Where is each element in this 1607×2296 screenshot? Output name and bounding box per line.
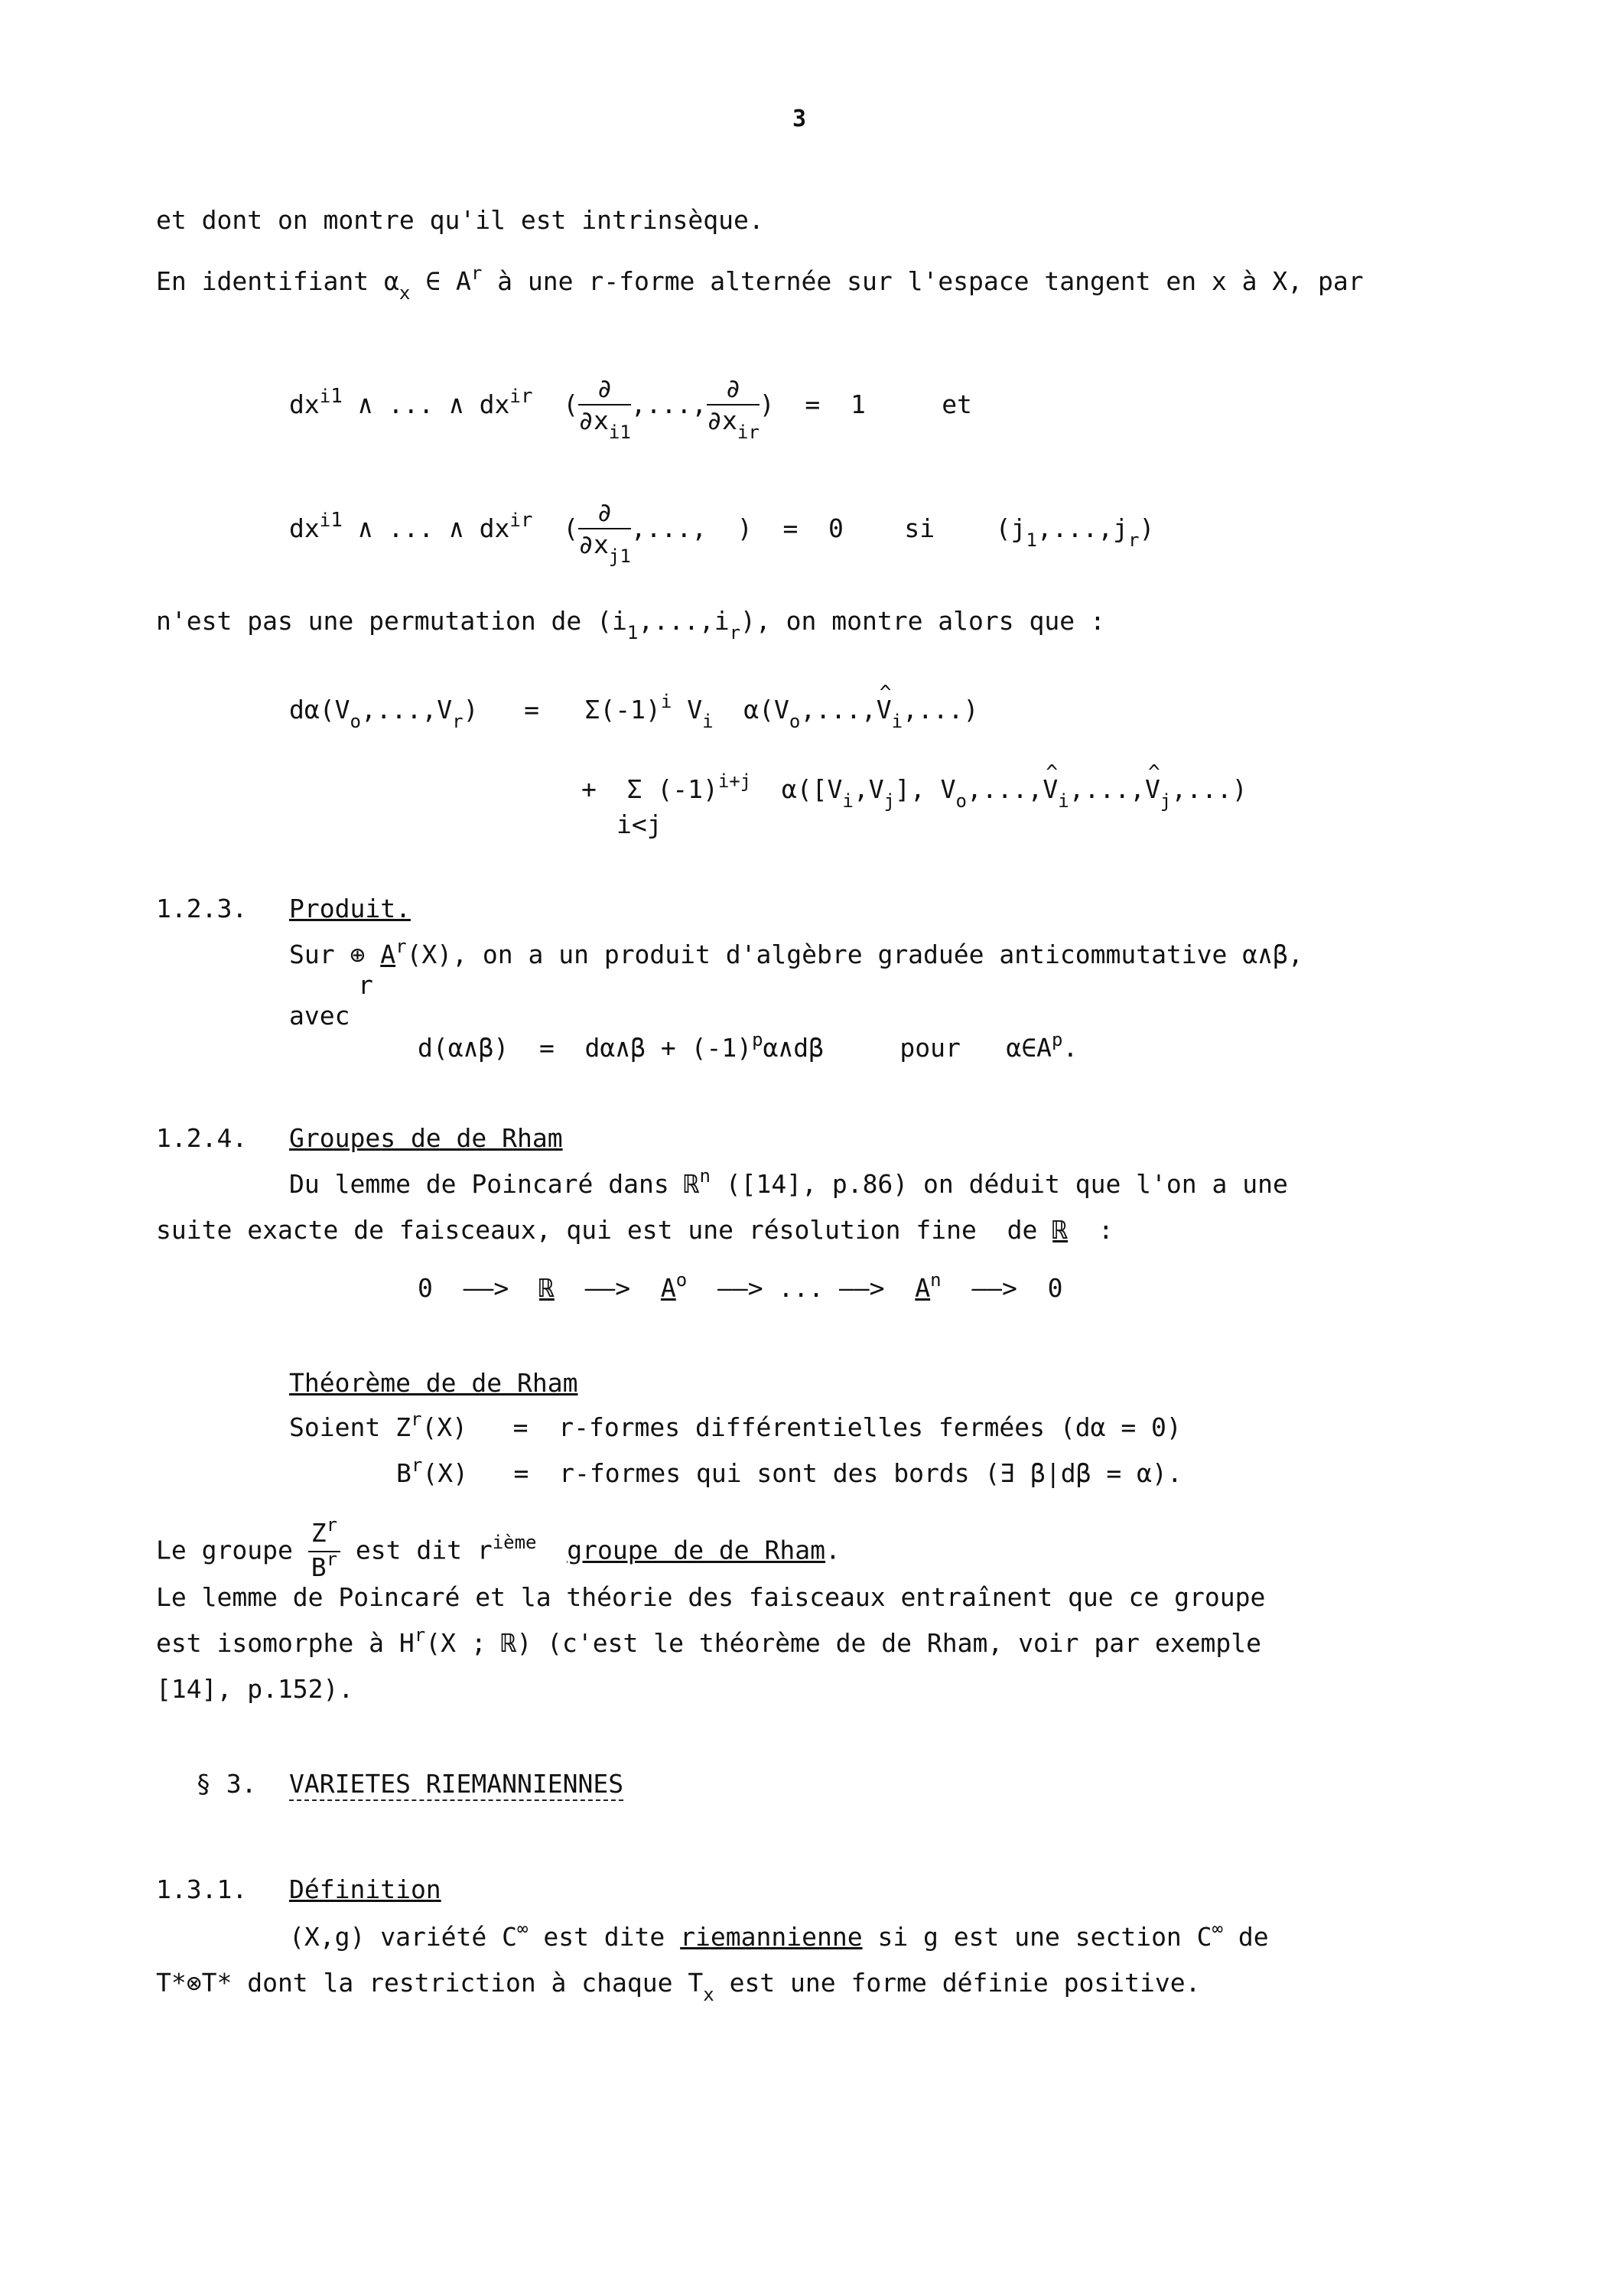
product-line-2: avec [289, 1001, 350, 1031]
groupe-line: Le groupe $\frac{Z^r}{B^r}$ est dit $r^{ième}$ groupe de de Rham. [156, 1514, 841, 1582]
exterior-derivative-formula-1: $d\alpha(V_o,...,V_r) = \Sigma(-1)^i$ $V_i$ $\alpha(V_o,...,\^{}$ $V_i$,...) [289, 695, 978, 728]
derham-line-1: Du lemme de Poincaré dans ℝ$^n$ ([14], p.86) on déduit que l'on a une [289, 1165, 1288, 1199]
derham-line-5: [14], p.152). [156, 1674, 354, 1704]
chapter-3-title: VARIETES RIEMANNIENNES [289, 1769, 623, 1801]
page-number: 3 [792, 106, 807, 132]
definition-line-1: (X,g) variété C∞ est dite riemannienne si g est une section C∞ de [289, 1918, 1269, 1952]
intro-line-1: et dont on montre qu'il est intrinsèque. [156, 205, 764, 235]
exact-sequence: 0 ——> ℝ ——> $A^o$ ——> ... ——> $A^n$ ——> 0 [418, 1269, 1063, 1303]
formula-wedge-one: $dx^{i1}$ ∧ ... ∧ $dx^{ir}$ ( $\frac{\partial}{\partial x_{i1}}$ ,..., $\frac{\partial}{\partial x_{ir}}$ ) = 1 et [289, 373, 972, 443]
theorem-line-2: $B^r(X)$ = r-formes qui sont des bords (∃ β|dβ = α). [396, 1454, 1182, 1488]
section-1-2-4-title: Groupes de de Rham [289, 1123, 563, 1153]
theorem-line-1: Soient $Z^r(X)$ = r-formes différentielles fermées (dα = 0) [289, 1409, 1182, 1442]
theorem-title: Théorème de de Rham [289, 1368, 578, 1398]
intro-line-3: n'est pas une permutation de $(i_1,...,i_r)$, on montre alors que : [156, 606, 1105, 643]
formula-wedge-zero: $dx^{i1}$ ∧ ... ∧ $dx^{ir}$ ( $\frac{\partial}{\partial x_{j1}}$ ,..., ) = 0 si $(j_1,...,j_r)$ [289, 497, 1155, 567]
section-1-2-3-number: 1.2.3. [156, 894, 248, 923]
intro-line-2: En identifiant $\alpha_x$ ∈ $A^r$ à une r-forme alternée sur l'espace tangent en x à X, par [156, 262, 1364, 304]
product-line-1: Sur ⊕ $A^r(X)$, on a un produit d'algèbre graduée anticommutative α∧β, [289, 936, 1303, 969]
section-1-3-1-title: Définition [289, 1874, 441, 1904]
derham-line-3: Le lemme de Poincaré et la théorie des faisceaux entraînent que ce groupe [156, 1582, 1266, 1612]
exterior-derivative-formula-2: + Σ $(-1)^{i+j}$ $\alpha([V_i,V_j]$, $V_o,...,\^{}$ $V_i,...,\^{}$ $V_j$,...) [581, 774, 1248, 807]
section-1-2-3-title: Produit. [289, 894, 411, 923]
derham-line-4: est isomorphe à $H^r(X$ ; ℝ) (c'est le théorème de de Rham, voir par exemple [156, 1624, 1261, 1658]
definition-line-2: T*⊗T* dont la restriction à chaque $T_x$ est une forme définie positive. [156, 1968, 1201, 2005]
section-1-3-1-number: 1.3.1. [156, 1874, 248, 1904]
sum-index-r: r [358, 970, 373, 1000]
product-line-3: d(α∧β) = dα∧β + $(-1)^p\alpha\wedge d\beta$ pour $\alpha\in A^p$. [418, 1029, 1078, 1063]
sum-index-condition: i<j [616, 809, 662, 839]
chapter-3-number: § 3. [196, 1769, 257, 1799]
derham-line-2: suite exacte de faisceaux, qui est une résolution fine de ℝ : [156, 1215, 1114, 1245]
section-1-2-4-number: 1.2.4. [156, 1123, 248, 1153]
